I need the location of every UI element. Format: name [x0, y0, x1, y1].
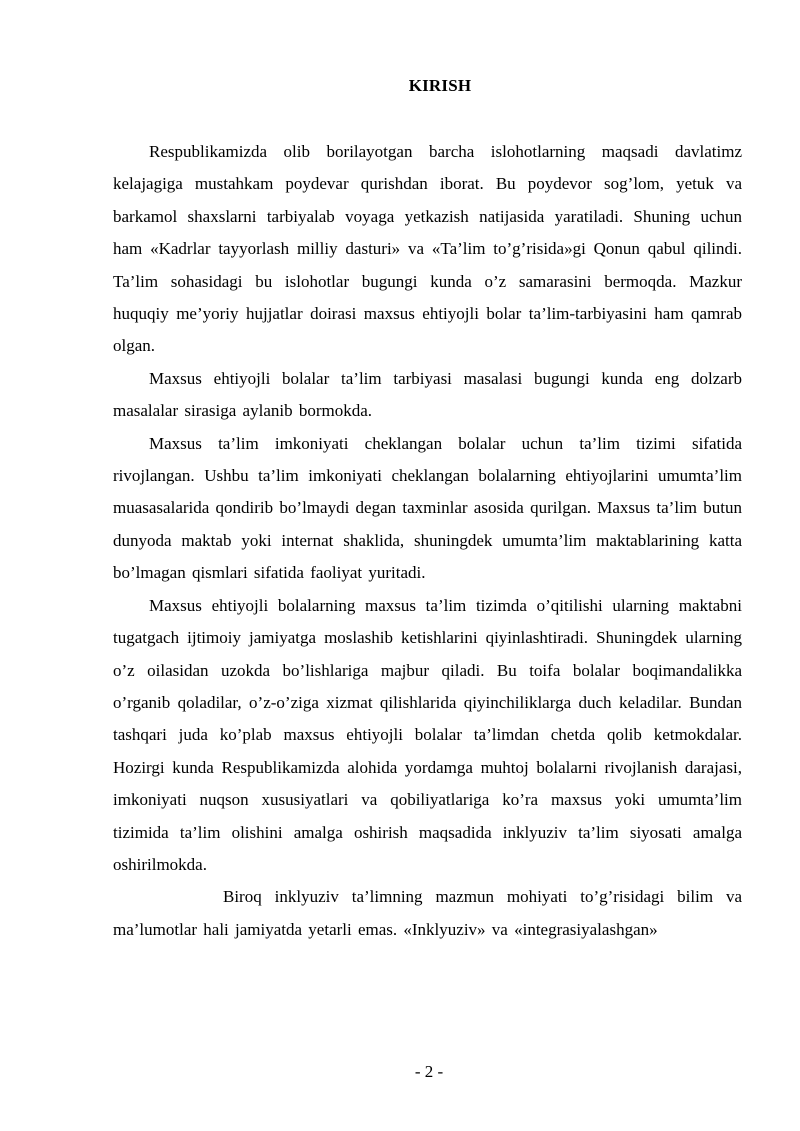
body-text: [113, 136, 742, 946]
paragraph-3: Maxsus ta’lim imkoniyati cheklangan bolalar uchun ta’lim tizimi sifatida rivojlangan. Ushbu ta’lim imkoniyati cheklangan bolalarning ehtiyojlarini umumta’lim muasasalarida qondirib bo’lmaydi degan taxminlar asosida qurilgan. Maxsus ta’lim butun dunyoda maktab yoki internat shaklida, shuningdek umumta’lim maktablarining katta bo’lmagan qismlari sifatida faoliyat yuritadi.: [113, 433, 742, 583]
page-number: - 2 -: [414, 1062, 444, 1081]
paragraph-4: Maxsus ehtiyojli bolalarning maxsus ta’lim tizimda o’qitilishi ularning maktabni tugatgach ijtimoiy jamiyatga moslashib ketishlarini qiyinlashtiradi. Shuningdek ularning o’z oilasidan uzokda bo’lishlariga majbur qiladi. Bu toifa bolalar boqimandalikka o’rganib qoladilar, o’z-o’ziga xizmat qilishlarida qiyinchiliklarga duch keladilar. Bundan tashqari juda ko’plab maxsus ehtiyojli bolalar ta’limdan chetda qolib ketmokdalar. Hozirgi kunda Respublikamizda alohida yordamga muhtoj bolalarni rivojlanish darajasi, imkoniyati nuqson xususiyatlari va qobiliyatlariga ko’ra maxsus yoki umumta’lim tizimida ta’lim olishini amalga oshirish maqsadida inklyuziv ta’lim siyosati amalga oshirilmokda.: [113, 595, 742, 874]
paragraph-5: Biroq inklyuziv ta’limning mazmun mohiyati to’g’risidagi bilim va ma’lumotlar hali jamiyatda yetarli emas. «Inklyuziv» va «integrasiyalashgan»: [113, 887, 742, 939]
paragraph-1: Respublikamizda olib borilayotgan barcha islohotlarning maqsadi davlatimz kelajagiga mustahkam poydevar qurishdan iborat. Bu poydevor sog’lom, yetuk va barkamol shaxslarni tarbiyalab voyaga yetkazish natijasida yaratiladi. Shuning uchun ham «Kadrlar tayyorlash milliy dasturi» va «Ta’lim to’g’risida»gi Qonun qabul qilindi. Ta’lim sohasidagi bu islohotlar bugungi kunda o’z samarasini bermoqda. Mazkur huquqiy me’yoriy hujjatlar doirasi maxsus ehtiyojli bolar ta’lim-tarbiyasini ham qamrab olgan.: [113, 142, 742, 356]
paragraph-2: Maxsus ehtiyojli bolalar ta’lim tarbiyasi masalasi bugungi kunda eng dolzarb masalalar sirasiga aylanib bormokda.: [113, 368, 742, 421]
page-title: KIRISH: [408, 76, 472, 95]
